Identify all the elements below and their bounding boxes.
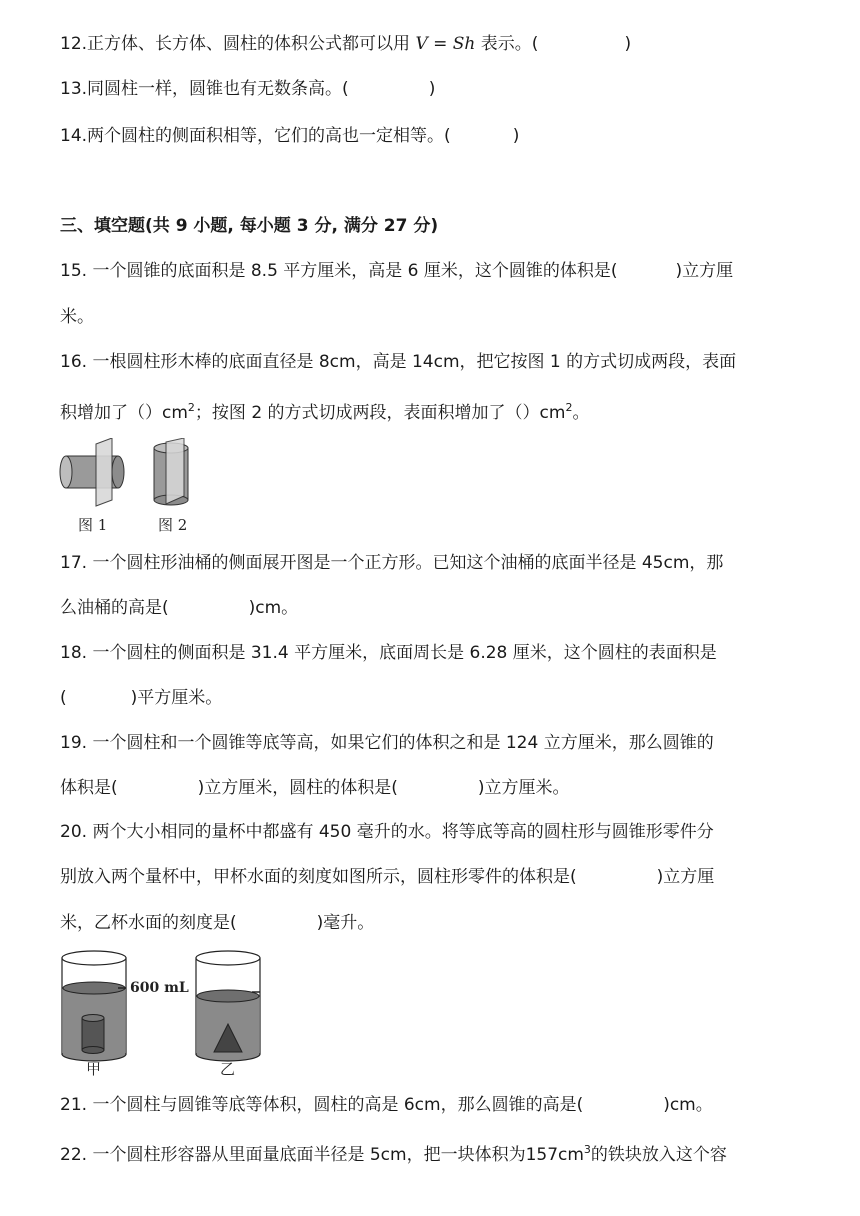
figure-1-label: 图 1 — [78, 516, 108, 534]
measuring-cups-figure — [56, 948, 278, 1078]
question-text: 么油桶的高是( — [60, 598, 169, 618]
cup-b — [196, 951, 260, 1061]
question-text: )立方厘米，圆柱的体积是( — [197, 778, 398, 798]
superscript: 2 — [187, 401, 195, 414]
question-text: 别放入两个量杯中，甲杯水面的刻度如图所示，圆柱形零件的体积是( — [60, 867, 577, 887]
question-22-line1 — [60, 1138, 727, 1167]
question-20-line3 — [60, 911, 374, 935]
question-text: )平方厘米。 — [130, 688, 223, 708]
question-20-line2 — [60, 865, 714, 889]
figure-2-cylinder — [154, 438, 188, 505]
question-21 — [60, 1093, 713, 1117]
superscript: 2 — [565, 401, 573, 414]
question-text: 两个圆柱的侧面积相等，它们的高也一定相等。( — [87, 126, 451, 146]
question-20-line1: 20. 两个大小相同的量杯中都盛有 450 毫升的水。将等底等高的圆柱形与圆锥形零件分 — [60, 822, 714, 842]
question-text: 的铁块放入这个容 — [590, 1145, 727, 1165]
question-text: 积增加了（）cm — [60, 403, 188, 423]
question-text: )立方厘米。 — [477, 778, 570, 798]
question-12 — [60, 32, 631, 56]
superscript: 3 — [583, 1143, 591, 1156]
question-text: 21. 一个圆柱与圆锥等底等体积，圆柱的高是 6cm，那么圆锥的高是( — [60, 1095, 584, 1115]
figure-1-cylinder — [60, 438, 124, 506]
question-19-line2 — [60, 776, 570, 800]
cylinder-cut-figure — [58, 438, 198, 534]
blank-close: ) — [512, 126, 520, 146]
question-text: )立方厘 — [675, 261, 734, 281]
blank-close: ) — [624, 34, 632, 54]
question-number: 14. — [60, 126, 88, 146]
blank-close: ) — [428, 79, 436, 99]
cylinder-part — [82, 1015, 104, 1054]
question-text: )cm。 — [663, 1095, 713, 1115]
cup-a-label: 甲 — [86, 1060, 102, 1078]
question-text: ；按图 2 的方式切成两段，表面积增加了（）cm — [194, 403, 566, 423]
question-text: 米，乙杯水面的刻度是( — [60, 913, 237, 933]
question-text: ( — [60, 688, 67, 708]
question-text: 同圆柱一样，圆锥也有无数条高。( — [87, 79, 349, 99]
section-heading: 三、填空题(共 9 小题, 每小题 3 分, 满分 27 分) — [60, 216, 439, 236]
question-19-line1: 19. 一个圆柱和一个圆锥等底等高，如果它们的体积之和是 124 立方厘米，那么圆锥的 — [60, 733, 714, 753]
figure-2-label: 图 2 — [158, 516, 188, 534]
question-15-line1 — [60, 259, 733, 283]
question-text: 22. 一个圆柱形容器从里面量底面半径是 5cm，把一块体积为157cm — [60, 1145, 584, 1165]
question-text: 15. 一个圆锥的底面积是 8.5 平方厘米，高是 6 厘米，这个圆锥的体积是( — [60, 261, 618, 281]
question-18-line1: 18. 一个圆柱的侧面积是 31.4 平方厘米，底面周长是 6.28 厘米，这个圆柱的表面积是 — [60, 643, 717, 663]
question-text: 。 — [572, 403, 590, 423]
formula: V = Sh — [415, 34, 476, 54]
question-number: 12. — [60, 34, 88, 54]
question-text: )毫升。 — [316, 913, 375, 933]
question-16-line2 — [60, 396, 589, 425]
cup-a — [62, 951, 126, 1061]
question-15-line2: 米。 — [60, 307, 94, 327]
volume-mark-label: 600 mL — [130, 980, 189, 996]
question-17-line1: 17. 一个圆柱形油桶的侧面展开图是一个正方形。已知这个油桶的底面半径是 45cm，那 — [60, 553, 724, 573]
question-17-line2 — [60, 596, 298, 620]
question-text: 表示。( — [475, 34, 539, 54]
question-13 — [60, 77, 435, 101]
question-14 — [60, 124, 519, 148]
question-text: 体积是( — [60, 778, 118, 798]
question-number: 13. — [60, 79, 88, 99]
cup-b-label: 乙 — [220, 1060, 236, 1078]
question-16-line1: 16. 一根圆柱形木棒的底面直径是 8cm，高是 14cm，把它按图 1 的方式切成两段，表面 — [60, 352, 737, 372]
question-text: )立方厘 — [656, 867, 715, 887]
question-text: )cm。 — [248, 598, 299, 618]
question-text: 正方体、长方体、圆柱的体积公式都可以用 — [87, 34, 416, 54]
question-18-line2 — [60, 686, 222, 710]
